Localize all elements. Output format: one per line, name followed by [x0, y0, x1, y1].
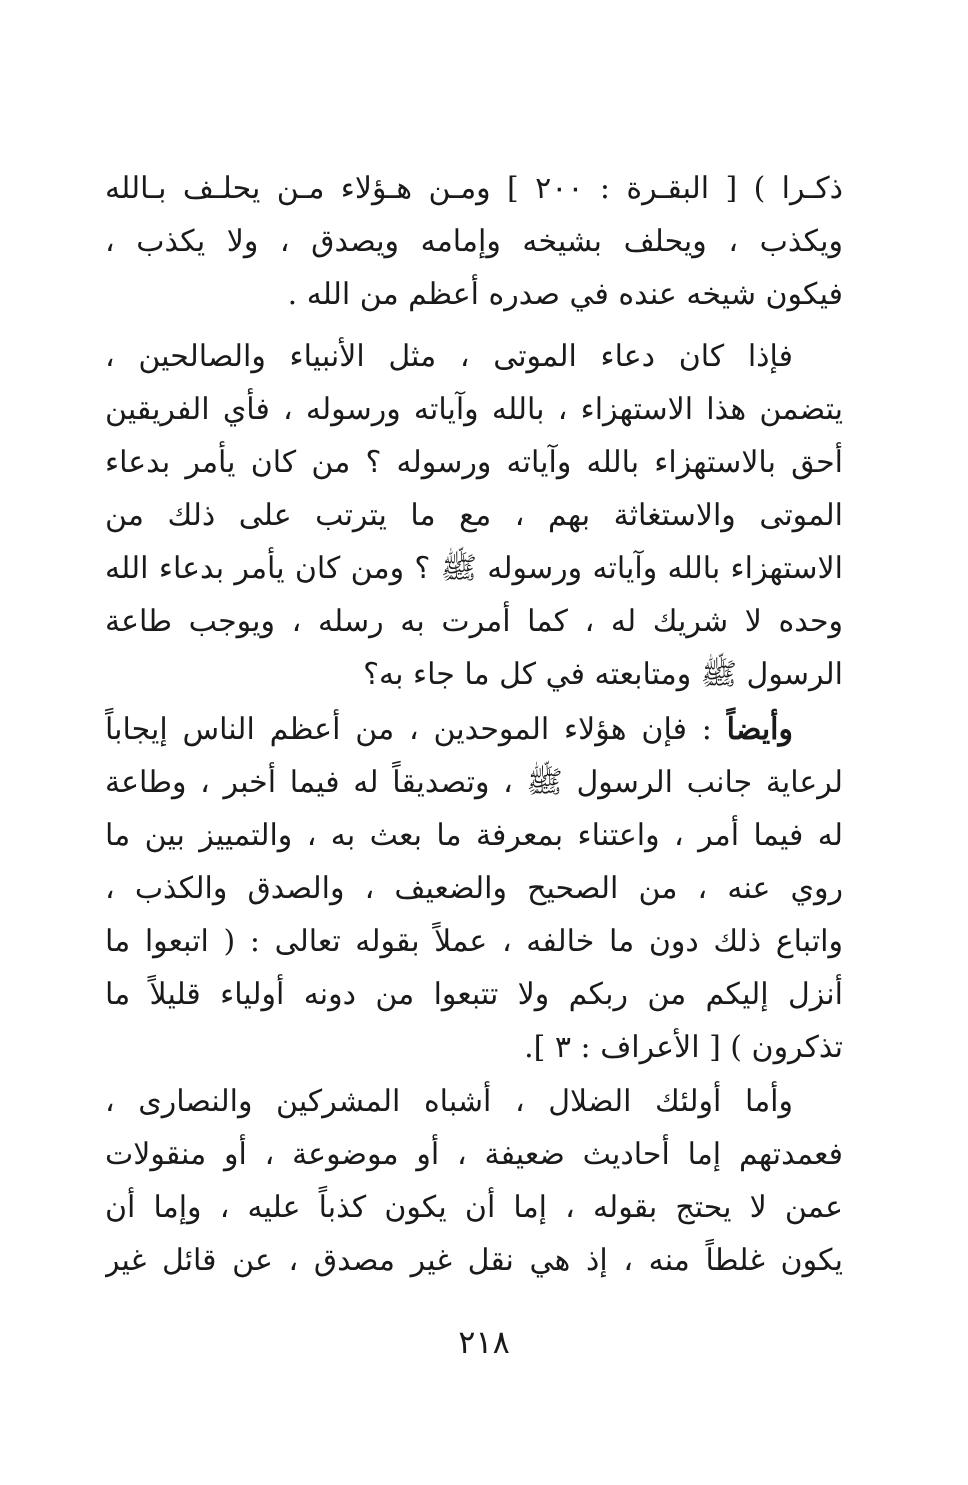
text-line: وأما أولئك الضلال ، أشباه المشركين والنصارى ، — [105, 1084, 793, 1119]
text-line: لرعاية جانب الرسول ﷺ ، وتصديقاً له فيما أخبر ، وطاعة — [105, 765, 843, 800]
text-line: الرسول ﷺ ومتابعته في كل ما جاء به؟ — [363, 657, 843, 692]
paragraph-1 — [105, 162, 843, 321]
text-line: أحق بالاستهزاء بالله وآياته ورسوله ؟ من كان يأمر بدعاء — [105, 445, 843, 480]
text-line: له فيما أمر ، واعتناء بمعرفة ما بعث به ، والتمييز بين ما — [105, 818, 843, 853]
text-line: ذكـرا ) [ البقـرة : ٢٠٠ ] ومـن هـؤلاء مـن يحلـف بـالله — [105, 171, 843, 206]
text-line: فيكون شيخه عنده في صدره أعظم من الله . — [287, 277, 843, 312]
text-line: الموتى والاستغاثة بهم ، مع ما يترتب على ذلك من — [105, 498, 843, 533]
text-line: فإذا كان دعاء الموتى ، مثل الأنبياء والصالحين ، — [105, 339, 793, 374]
text-line: الاستهزاء بالله وآياته ورسوله ﷺ ؟ ومن كان يأمر بدعاء الله — [105, 551, 843, 586]
text-line: ويكذب ، ويحلف بشيخه وإمامه ويصدق ، ولا يكذب ، — [105, 224, 843, 259]
paragraph-4 — [105, 1075, 843, 1287]
text-line: واتباع ذلك دون ما خالفه ، عملاً بقوله تعالى : ( اتبعوا ما — [105, 924, 843, 959]
text-line: عمن لا يحتج بقوله ، إما أن يكون كذباً عليه ، وإما أن — [105, 1190, 843, 1225]
paragraph-3 — [105, 703, 843, 1074]
paragraph-2 — [105, 330, 843, 701]
text-line: أنزل إليكم من ربكم ولا تتبعوا من دونه أولياء قليلاً ما — [105, 977, 843, 1012]
paragraph-lead-word: وأيضاً — [726, 712, 793, 747]
text-line-rest: : فإن هؤلاء الموحدين ، من أعظم الناس إيجاباً — [105, 712, 727, 747]
page-number: ٢١٨ — [458, 1323, 510, 1361]
text-line: وحده لا شريك له ، كما أمرت به رسله ، ويوجب طاعة — [105, 604, 843, 639]
text-line: يكون غلطاً منه ، إذ هي نقل غير مصدق ، عن قائل غير — [105, 1243, 843, 1278]
text-line: روي عنه ، من الصحيح والضعيف ، والصدق والكذب ، — [105, 871, 843, 906]
text-line-first — [105, 703, 843, 756]
text-line: فعمدتهم إما أحاديث ضعيفة ، أو موضوعة ، أو منقولات — [105, 1137, 843, 1172]
text-line: يتضمن هذا الاستهزاء ، بالله وآياته ورسوله ، فأي الفريقين — [105, 392, 843, 427]
text-line: تذكرون ) [ الأعراف : ٣ ]. — [524, 1030, 843, 1065]
